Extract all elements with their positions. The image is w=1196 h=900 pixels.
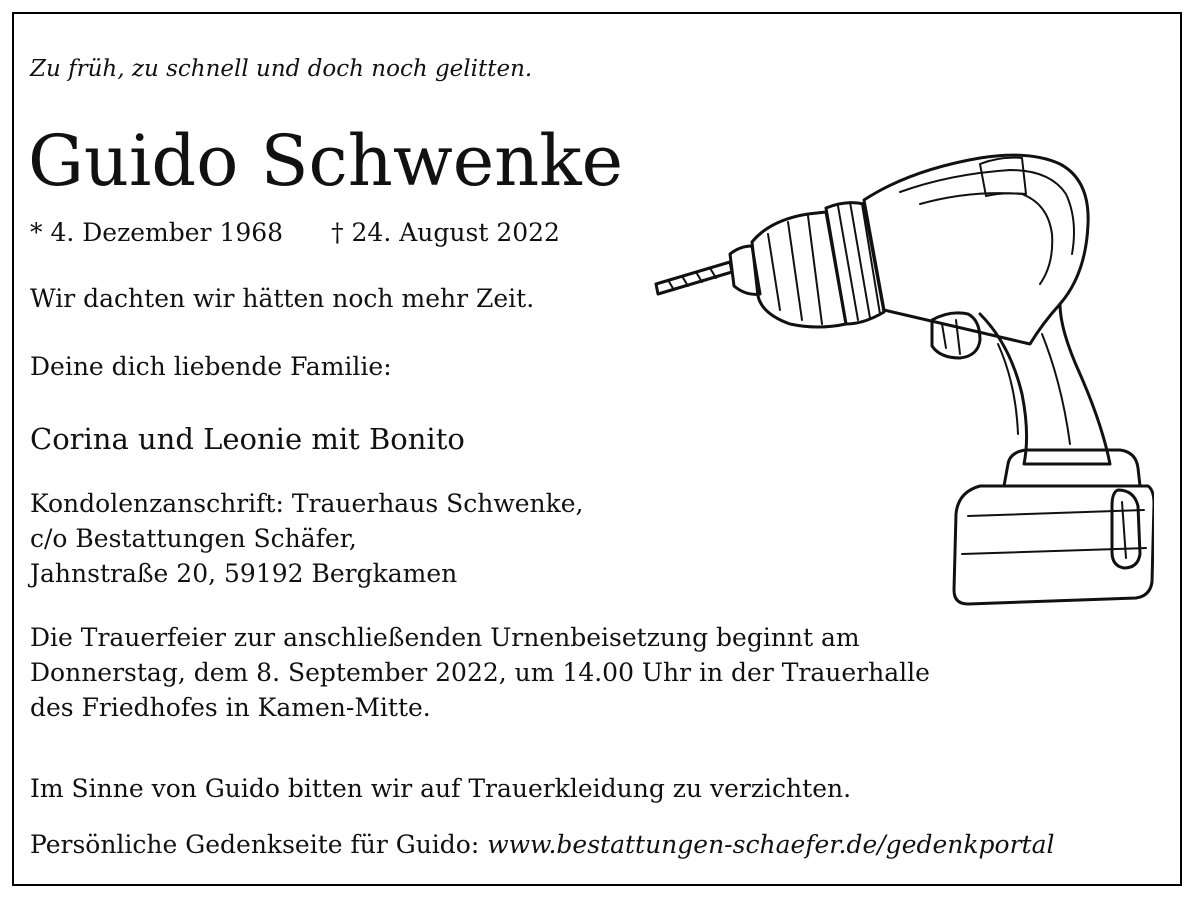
ceremony-line: Die Trauerfeier zur anschließenden Urnenbeisetzung beginnt am bbox=[30, 623, 860, 652]
deceased-name: Guido Schwenke bbox=[28, 120, 624, 202]
quote-line: Wir dachten wir hätten noch mehr Zeit. bbox=[30, 284, 535, 313]
motto-text: Zu früh, zu schnell und doch noch gelitten. bbox=[30, 56, 533, 82]
death-date: † 24. August 2022 bbox=[331, 218, 560, 247]
life-dates bbox=[30, 218, 560, 247]
ceremony-line: des Friedhofes in Kamen-Mitte. bbox=[30, 693, 431, 722]
ceremony-info bbox=[30, 620, 930, 725]
cordless-drill-icon bbox=[650, 134, 1154, 614]
family-names: Corina und Leonie mit Bonito bbox=[30, 422, 465, 456]
birth-date: * 4. Dezember 1968 bbox=[30, 218, 284, 247]
memorial-page bbox=[30, 830, 1054, 859]
dress-request: Im Sinne von Guido bitten wir auf Trauerkleidung zu verzichten. bbox=[30, 774, 852, 803]
address-line: Jahnstraße 20, 59192 Bergkamen bbox=[30, 559, 458, 588]
address-line: c/o Bestattungen Schäfer, bbox=[30, 524, 357, 553]
ceremony-line: Donnerstag, dem 8. September 2022, um 14.00 Uhr in der Trauerhalle bbox=[30, 658, 930, 687]
obituary-frame bbox=[12, 12, 1182, 886]
family-intro: Deine dich liebende Familie: bbox=[30, 352, 392, 381]
address-line: Kondolenzanschrift: Trauerhaus Schwenke, bbox=[30, 489, 584, 518]
condolence-address bbox=[30, 486, 650, 591]
memorial-label: Persönliche Gedenkseite für Guido: bbox=[30, 830, 480, 859]
memorial-url[interactable]: www.bestattungen-schaefer.de/gedenkportal bbox=[487, 830, 1055, 859]
